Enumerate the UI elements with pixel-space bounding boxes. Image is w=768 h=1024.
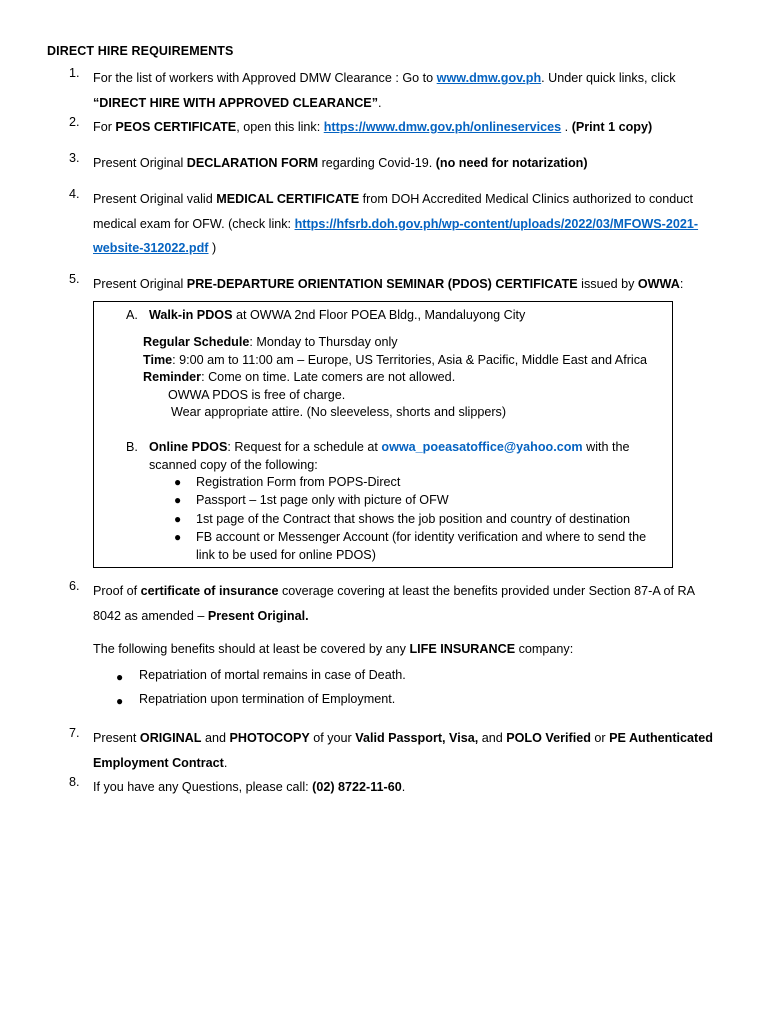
text-segment: .	[378, 95, 382, 110]
time-line	[143, 352, 647, 370]
item-number: 5.	[69, 272, 80, 286]
owwa-email-link[interactable]: owwa_poeasatoffice@yahoo.com	[381, 440, 583, 454]
text-segment: Present Original	[93, 156, 187, 170]
text-segment: coverage covering at least the benefits provided under Section 87-A of RA	[278, 584, 696, 598]
online-line-2: scanned copy of the following:	[149, 458, 318, 472]
item-number: 8.	[69, 775, 80, 789]
text-bold: OWWA	[637, 277, 680, 291]
text-segment: . Under quick links, click	[541, 71, 676, 85]
reminder-line	[143, 369, 455, 387]
medical-clinics-link[interactable]: https://hfsrb.doh.gov.ph/wp-content/uploads/2022/03/MFOWS-2021-	[294, 216, 699, 231]
text-segment: 8042 as amended –	[93, 608, 208, 623]
text-segment: Present Original valid	[93, 192, 217, 206]
item-number: 3.	[69, 151, 80, 165]
item-number: 7.	[69, 726, 80, 740]
online-letter: B.	[126, 440, 138, 454]
item-text	[93, 66, 733, 115]
contact-phone: (02) 8722-11-60	[312, 780, 402, 794]
text-segment: Present Original	[93, 277, 187, 291]
text-bold: Walk-in PDOS	[149, 308, 233, 322]
text-bold: MEDICAL CERTIFICATE	[216, 192, 360, 206]
text-segment: .	[401, 780, 406, 794]
item-text	[93, 579, 733, 628]
text-segment: and	[478, 731, 507, 745]
text-segment: at OWWA 2nd Floor POEA Bldg., Mandaluyong City	[232, 308, 526, 322]
text-bold: POLO Verified	[506, 731, 591, 745]
online-services-link[interactable]: https://www.dmw.gov.ph/onlineservices	[323, 120, 562, 134]
pdos-bullet-cont: link to be used for online PDOS)	[196, 548, 376, 562]
text-bold: PHOTOCOPY	[229, 731, 310, 745]
schedule-line	[143, 334, 398, 352]
text-segment: The following benefits should at least be covered by any	[93, 642, 410, 656]
pdos-bullet: Passport – 1st page only with picture of OFW	[196, 493, 449, 507]
online-line	[149, 439, 630, 457]
text-bold: Regular Schedule	[143, 335, 250, 349]
text-segment: : Come on time. Late comers are not allowed.	[201, 370, 456, 384]
text-segment: For the list of workers with Approved DMW Clearance : Go to	[93, 71, 437, 85]
text-segment: regarding Covid-19.	[318, 156, 436, 170]
item-number: 2.	[69, 115, 80, 129]
text-segment: )	[208, 241, 217, 255]
benefit-bullet: Repatriation of mortal remains in case of Death.	[139, 668, 406, 682]
item-text	[93, 272, 733, 297]
text-bold: Reminder	[143, 370, 202, 384]
text-segment: , open this link:	[236, 120, 324, 134]
text-bold: Present Original.	[207, 608, 309, 623]
dmw-website-link[interactable]: www.dmw.gov.ph	[436, 71, 542, 85]
text-bold: Employment Contract	[93, 755, 224, 770]
pdos-bullet: FB account or Messenger Account (for identity verification and where to send the	[196, 530, 647, 544]
text-segment: Present	[93, 731, 140, 745]
text-segment: or	[590, 731, 610, 745]
text-bold: (no need for notarization)	[435, 156, 588, 170]
text-bold: PEOS CERTIFICATE	[115, 120, 237, 134]
item-text	[93, 151, 733, 176]
item-text	[93, 115, 733, 140]
text-segment: .	[561, 120, 572, 134]
text-bold: (Print 1 copy)	[571, 120, 653, 134]
text-segment: from DOH Accredited Medical Clinics authorized to conduct	[359, 192, 694, 206]
pdos-bullet: 1st page of the Contract that shows the job position and country of destination	[196, 512, 631, 526]
text-bold: Valid Passport, Visa,	[355, 731, 479, 745]
page-title: DIRECT HIRE REQUIREMENTS	[47, 44, 234, 58]
text-bold: Online PDOS	[149, 440, 228, 454]
walkin-line	[149, 307, 525, 325]
text-bold: LIFE INSURANCE	[409, 642, 516, 656]
text-bold: Time	[143, 353, 173, 367]
bullet-icon: ●	[116, 670, 124, 684]
text-bold: ORIGINAL	[139, 731, 202, 745]
text-segment: .	[223, 755, 228, 770]
text-segment: issued by	[577, 277, 638, 291]
benefit-bullet: Repatriation upon termination of Employment.	[139, 692, 396, 706]
text-segment: of your	[309, 731, 356, 745]
free-charge-line: OWWA PDOS is free of charge.	[168, 388, 346, 402]
item-text	[93, 187, 733, 261]
item-number: 4.	[69, 187, 80, 201]
text-bold: DECLARATION FORM	[186, 156, 319, 170]
bullet-icon: ●	[174, 475, 182, 489]
text-segment: and	[201, 731, 230, 745]
item-number: 1.	[69, 66, 80, 80]
text-bold: “DIRECT HIRE WITH APPROVED CLEARANCE”	[93, 95, 379, 110]
text-segment: Proof of	[93, 584, 141, 598]
bullet-icon: ●	[116, 694, 124, 708]
text-bold: PRE-DEPARTURE ORIENTATION SEMINAR (PDOS) CERTIFICATE	[186, 277, 578, 291]
item-text	[93, 726, 733, 775]
text-segment: company:	[515, 642, 574, 656]
text-bold: PE Authenticated	[609, 731, 713, 745]
text-bold: certificate of insurance	[140, 584, 279, 598]
text-segment: :	[679, 277, 684, 291]
bullet-icon: ●	[174, 493, 182, 507]
bullet-icon: ●	[174, 512, 182, 526]
text-segment: with the	[582, 440, 630, 454]
text-segment: For	[93, 120, 116, 134]
pdos-bullet: Registration Form from POPS-Direct	[196, 475, 401, 489]
text-segment: : 9:00 am to 11:00 am – Europe, US Territories, Asia & Pacific, Middle East and Africa	[172, 353, 647, 367]
item-text	[93, 637, 733, 662]
attire-line: Wear appropriate attire. (No sleeveless, shorts and slippers)	[171, 405, 507, 419]
text-segment: : Request for a schedule at	[227, 440, 382, 454]
text-segment: medical exam for OFW. (check link:	[93, 216, 295, 231]
walkin-letter: A.	[126, 308, 138, 322]
text-segment: If you have any Questions, please call:	[93, 780, 313, 794]
bullet-icon: ●	[174, 530, 182, 544]
item-text	[93, 775, 733, 800]
medical-clinics-link-cont[interactable]: website-312022.pdf	[93, 241, 209, 255]
pdos-info-box	[93, 301, 673, 568]
text-segment: : Monday to Thursday only	[249, 335, 398, 349]
item-number: 6.	[69, 579, 80, 593]
